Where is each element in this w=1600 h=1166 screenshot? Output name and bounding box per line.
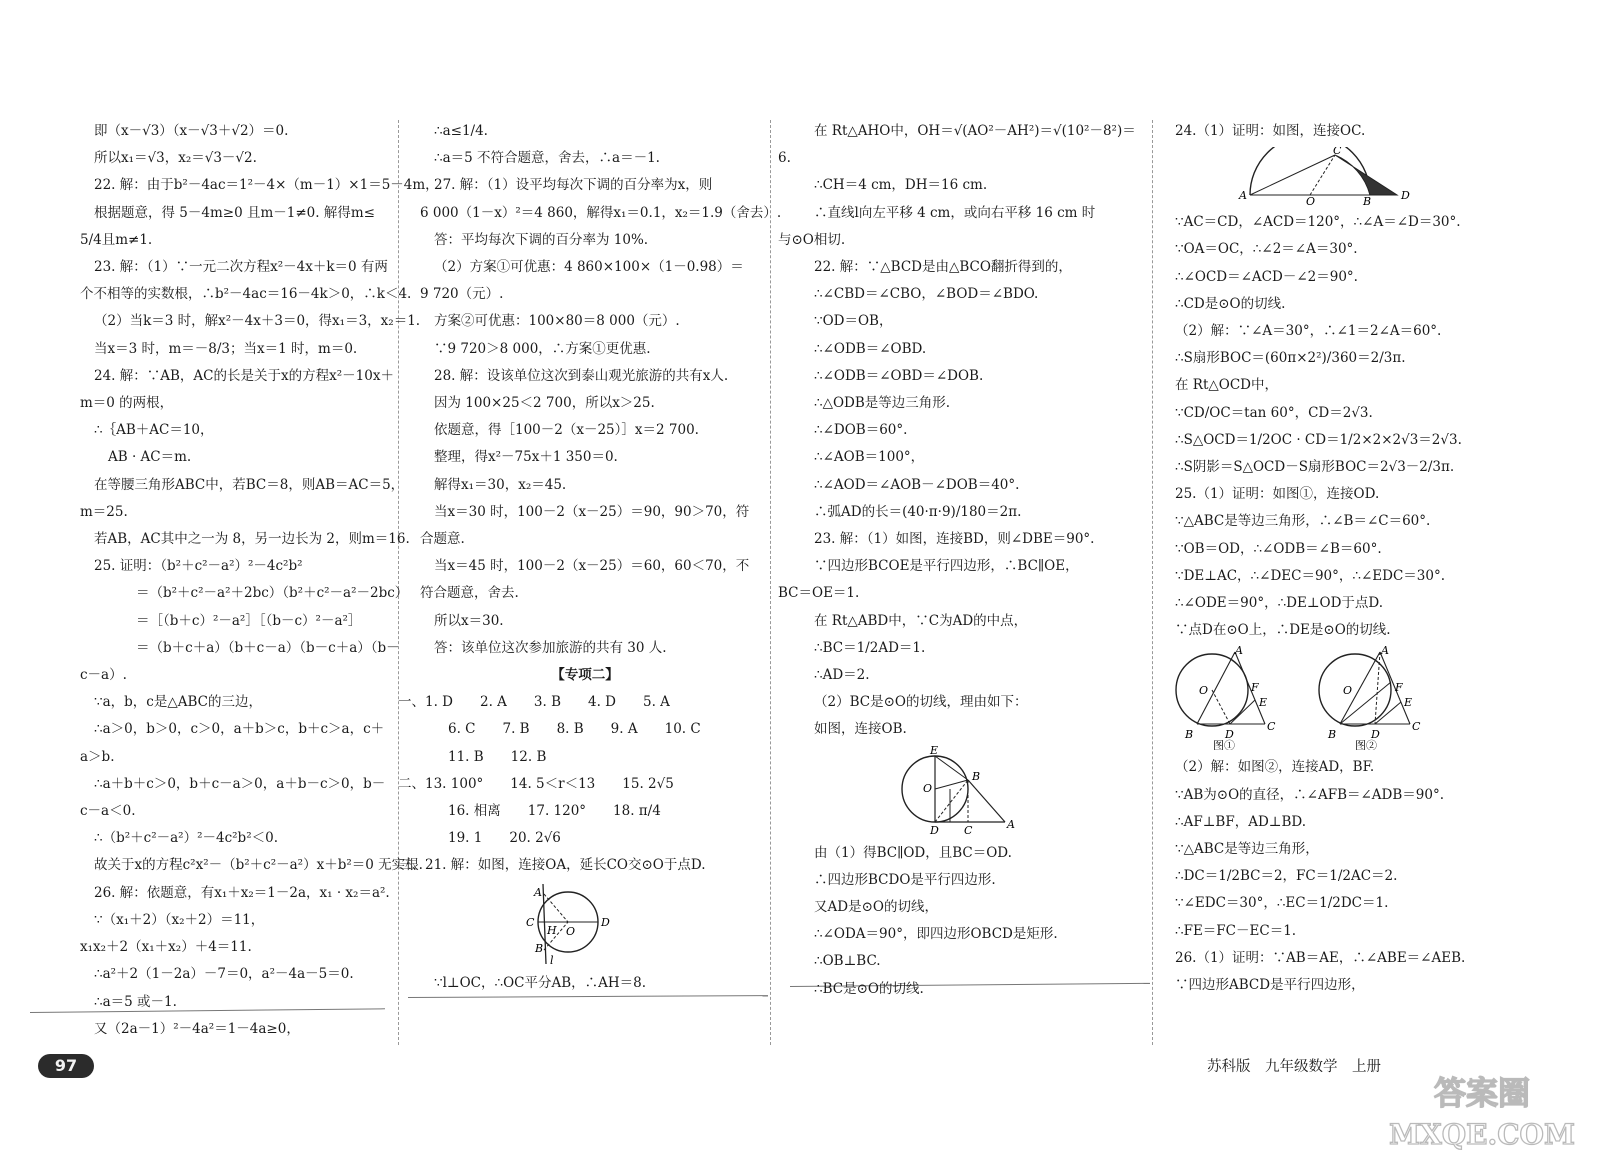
text-line: 方案②可优惠：100×80＝8 000（元）. [434,313,680,330]
text-line: 与⊙O相切. [778,231,846,248]
text-line: （2）解：∵∠A＝30°，∴∠1＝2∠A＝60°. [1175,323,1442,340]
text-line: ∴∠ODE＝90°，∴DE⊥OD于点D. [1175,595,1384,612]
text-line: 25. 证明：（b²＋c²－a²）²－4c²b² [94,558,303,575]
figure-caption: 图② [1355,739,1377,751]
text-line: a＞b. [80,748,115,765]
text-line: ∴CD是⊙O的切线. [1175,295,1286,312]
text-line: 符合题意，舍去. [420,585,519,602]
text-line: 由（1）得BC∥OD，且BC＝OD. [814,844,1012,861]
text-line: 一、1. D 2. A 3. B 4. D 5. A [398,694,670,711]
text-line: 所以x₁＝√3，x₂＝√3－√2. [94,150,257,167]
text-line: 24. 解：∵AB，AC的长是关于x的方程x²－10x＋ [94,367,394,384]
fig-label: B [1328,728,1337,742]
text-line: ∴｛AB＋AC＝10， [94,422,214,439]
text-line: 11. B 12. B [448,748,547,765]
figure-25 [1175,646,1560,750]
text-line: ∵l⊥OC，∴OC平分AB，∴AH＝8. [434,974,647,991]
figure-24 [1175,147,1560,205]
fig-label: O [1199,684,1209,698]
fig-label: C [526,915,535,929]
text-line: 根据题意，得 5－4m≥0 且m－1≠0. 解得m≤ [94,204,375,221]
text-line: 如图，连接OB. [814,721,907,738]
text-line: ∵OA＝OC，∴∠2＝∠A＝30°. [1175,241,1358,258]
text-line: ∴∠OCD＝∠ACD－∠2＝90°. [1175,268,1358,285]
text-line: 所以x＝30. [434,612,504,629]
text-line: 9 720（元）. [420,286,504,303]
text-line: ∴a²＋2（1－2a）－7＝0，a²－4a－5＝0. [94,966,354,983]
text-line: ∵a，b，c是△ABC的三边， [94,694,262,711]
fig-label: E [1259,696,1268,710]
text-line: ∵OB＝OD，∴∠ODB＝∠B＝60°. [1175,540,1382,557]
text-line: ∵DE⊥AC，∴∠DEC＝90°，∴∠EDC＝30°. [1175,567,1446,584]
fig-label: E [930,745,939,757]
page-number: 97 [38,1054,94,1078]
text-line: 25.（1）证明：如图①，连接OD. [1175,486,1380,503]
text-line: m＝25. [80,503,128,520]
text-line: ∴a＋b＋c＞0，b＋c－a＞0，a＋b－c＞0，b－ [94,775,386,792]
fig-label: F [1395,681,1403,695]
text-line: ∴∠AOB＝100°， [814,449,925,466]
text-line: ∴∠AOD＝∠AOB－∠DOB＝40°. [814,476,1020,493]
text-line: （2）BC是⊙O的切线，理由如下： [814,694,1028,711]
text-line: ∴BC是⊙O的切线. [814,980,924,997]
text-line: c－a＜0. [80,803,136,820]
text-line: ∵△ABC是等边三角形，∴∠B＝∠C＝60°. [1175,513,1431,530]
fig-label: E [1404,696,1413,710]
text-line: 整理，得x²－75x＋1 350＝0. [434,449,618,466]
text-line: 22. 解：由于b²－4ac＝1²－4×（m－1）×1＝5－4m， [94,177,439,194]
text-line: 答：平均每次下调的百分率为 10%. [434,231,649,248]
text-line: 依题意，得［100－2（x－25）］x＝2 700. [434,422,699,439]
fig-label: A [1235,646,1243,658]
text-line: 若AB，AC其中之一为 8，另一边长为 2，则m＝16. [94,531,410,548]
fig-label: D [1371,728,1380,742]
fig-label: H [547,923,557,937]
text-line: ＝（b²＋c²－a²＋2bc）（b²＋c²－a²－2bc） [136,585,409,602]
text-line: ∵四边形BCOE是平行四边形，∴BC∥OE， [814,558,1079,575]
text-line: 故关于x的方程c²x²－（b²＋c²－a²）x＋b²＝0 无实根. [94,857,423,874]
text-line: ∴四边形BCDO是平行四边形. [814,871,996,888]
fig-label: C [1412,720,1421,734]
text-line: ∵OD＝OB， [814,313,893,330]
figure-circle-21 [420,882,750,966]
text-line: 16. 相离 17. 120° 18. π/4 [448,803,661,820]
text-line: ∴（b²＋c²－a²）²－4c²b²＜0. [94,830,278,847]
text-line: ∴直线l向左平移 4 cm，或向右平移 16 cm 时 [814,204,1096,221]
text-line: ∴a＝5 或－1. [94,993,177,1010]
text-line: 23. 解：（1）如图，连接BD，则∠DBE＝90°. [814,531,1095,548]
text-line: ∵∠EDC＝30°，∴EC＝1/2DC＝1. [1175,895,1389,912]
text-line: 当x＝30 时，100－2（x－25）＝90，90＞70，符 [434,503,750,520]
text-line: 27. 解：（1）设平均每次下调的百分率为x，则 [434,177,713,194]
fig-label: D [601,915,610,929]
text-line: 28. 解：设该单位这次到泰山观光旅游的共有x人. [434,367,729,384]
fig-label: l [550,953,554,966]
text-line: 19. 1 20. 2√6 [448,830,561,847]
fig-label: B [1185,728,1194,742]
text-line: BC＝OE＝1. [778,585,860,602]
text-line: ＝［（b＋c）²－a²］［（b－c）²－a²］ [136,612,362,629]
text-line: 因为 100×25＜2 700，所以x＞25. [434,395,655,412]
text-line: ∴DC＝1/2BC＝2，FC＝1/2AC＝2. [1175,868,1398,885]
text-line: ＝（b＋c＋a）（b＋c－a）（b－c＋a）（b－ [136,639,400,656]
text-line: 23. 解：（1）∵一元二次方程x²－4x＋k＝0 有两 [94,259,388,276]
text-line: 在等腰三角形ABC中，若BC＝8，则AB＝AC＝5， [94,476,405,493]
text-line: ∴BC＝1/2AD＝1. [814,639,926,656]
text-line: 26.（1）证明：∵AB＝AE，∴∠ABE＝∠AEB. [1175,949,1466,966]
fig-label: D [1225,728,1234,742]
text-line: ∴a＞0，b＞0，c＞0，a＋b＞c，b＋c＞a，c＋ [94,721,385,738]
text-line: 当x＝3 时，m＝－8/3；当x＝1 时，m＝0. [94,340,358,357]
fig-label: A [1239,189,1247,203]
text-line: ∵△ABC是等边三角形， [1175,841,1319,858]
fig-label: A [1381,646,1389,658]
text-line: 6 000（1－x）²＝4 860，解得x₁＝0.1，x₂＝1.9（舍去）. [420,204,782,221]
text-line: 又AD是⊙O的切线， [814,899,938,916]
text-line: （2）方案①可优惠：4 860×100×（1－0.98）＝ [434,259,744,276]
fig-label: A [1007,817,1015,831]
fig-label: B [535,941,544,955]
text-line: 合题意. [420,531,465,548]
text-line: ∴CH＝4 cm，DH＝16 cm. [814,177,988,194]
text-line: ∴∠ODA＝90°，即四边形OBCD是矩形. [814,926,1058,943]
text-line: ∵AB为⊙O的直径，∴∠AFB＝∠ADB＝90°. [1175,786,1445,803]
text-line: ∴S△OCD＝1/2OC · CD＝1/2×2×2√3＝2√3. [1175,431,1462,448]
text-line: ∴△ODB是等边三角形. [814,395,951,412]
text-line: 在 Rt△AHO中，OH＝√(AO²－AH²)＝√(10²－8²)＝ [814,123,1136,139]
fig-label: O [566,924,576,938]
fig-label: B [1363,195,1372,206]
text-line: 二、13. 100° 14. 5＜r＜13 15. 2√5 [398,775,674,792]
figure-caption: 图① [1213,739,1235,751]
text-line: ∴S阴影＝S△OCD－S扇形BOC＝2√3－2/3π. [1175,459,1455,476]
fig-label: B [972,769,981,783]
text-line: 当x＝45 时，100－2（x－25）＝60，60＜70，不 [434,558,750,575]
text-line: ∴FE＝FC－EC＝1. [1175,922,1297,939]
fig-label: A [534,885,542,899]
fig-label: C [1267,720,1276,734]
fig-label: F [1251,681,1259,695]
text-line: x₁x₂＋2（x₁＋x₂）＋4＝11. [80,939,252,956]
text-line: ∵CD/OC＝tan 60°，CD＝2√3. [1175,404,1373,421]
fig-label: C [964,823,973,836]
text-line: 22. 解：∵△BCD是由△BCO翻折得到的， [814,259,1072,276]
text-line: （2）解：如图②，连接AD，BF. [1175,759,1375,776]
text-line: 在 Rt△ABD中，∵C为AD的中点， [814,612,1028,629]
watermark-logo [1382,1070,1582,1152]
text-line: ∴AF⊥BF，AD⊥BD. [1175,813,1307,830]
fig-label: O [1306,195,1316,206]
text-line: 6. C 7. B 8. B 9. A 10. C [448,721,701,738]
text-line: （2）当k＝3 时，解x²－4x＋3＝0，得x₁＝3，x₂＝1. [94,313,421,330]
text-line: ∴AD＝2. [814,667,870,684]
text-line: ∴a≤1/4. [434,123,488,139]
text-line: 24.（1）证明：如图，连接OC. [1175,123,1366,139]
text-line: c－a）. [80,667,127,684]
text-line: ∵四边形ABCD是平行四边形， [1175,977,1365,994]
text-line: m＝0 的两根， [80,395,174,412]
column-2 [398,118,782,997]
fig-label: O [923,781,933,795]
text-line: 个不相等的实数根，∴b²－4ac＝16－4k＞0，∴k＜4. [80,286,412,303]
fig-label: O [1343,684,1353,698]
watermark-url: MXQE.COM [1389,1118,1575,1151]
text-line: 在 Rt△OCD中， [1175,377,1278,394]
figure-23 [800,746,1145,836]
text-line: ∴S扇形BOC＝(60π×2²)/360＝2/3π. [1175,350,1406,367]
text-line: 解得x₁＝30，x₂＝45. [434,476,567,493]
text-line: ∴OB⊥BC. [814,953,881,970]
text-line: ∴∠ODB＝∠OBD. [814,340,927,357]
book-footer: 苏科版 九年级数学 上册 [1207,1059,1381,1075]
column-divider [770,120,772,1045]
text-line: ∴∠CBD＝∠CBO，∠BOD＝∠BDO. [814,286,1039,303]
text-line: AB · AC＝m. [108,449,192,466]
column-divider [1152,120,1154,1045]
text-line: 5/4且m≠1. [80,231,153,248]
section-heading: 【专项二】 [551,667,619,684]
text-line: ∴∠DOB＝60°. [814,422,908,439]
text-line: 26. 解：依题意，有x₁＋x₂＝1－2a，x₁ · x₂＝a². [94,884,390,901]
text-line: ∴a＝5 不符合题意，舍去，∴a＝－1. [434,150,660,167]
text-line: 即（x－√3）（x－√3＋√2）＝0. [94,123,289,139]
column-1 [80,118,439,1043]
text-line: 三、21. 解：如图，连接OA，延长CO交⊙O于点D. [398,857,706,874]
text-line: ∵AC＝CD，∠ACD＝120°，∴∠A＝∠D＝30°. [1175,214,1461,231]
text-line: 6. [778,150,791,167]
text-line: ∵9 720＞8 000，∴方案①更优惠. [434,340,651,357]
fig-label: D [930,823,939,836]
text-line: 答：该单位这次参加旅游的共有 30 人. [434,639,667,656]
fig-label: D [1401,189,1410,203]
text-line: ∵点D在⊙O上，∴DE是⊙O的切线. [1175,622,1391,639]
watermark-title: 答案圈 [1433,1074,1531,1112]
column-3 [778,118,1145,1003]
text-line: 又（2a－1）²－4a²＝1－4a≥0， [94,1020,300,1037]
text-line: ∴∠ODB＝∠OBD＝∠DOB. [814,367,984,384]
text-line: ∴弧AD的长＝(40·π·9)/180＝2π. [814,503,1022,520]
column-4 [1175,118,1560,999]
text-line: ∵（x₁＋2）（x₂＋2）＝11， [94,911,265,928]
fig-label: C [1333,147,1342,158]
